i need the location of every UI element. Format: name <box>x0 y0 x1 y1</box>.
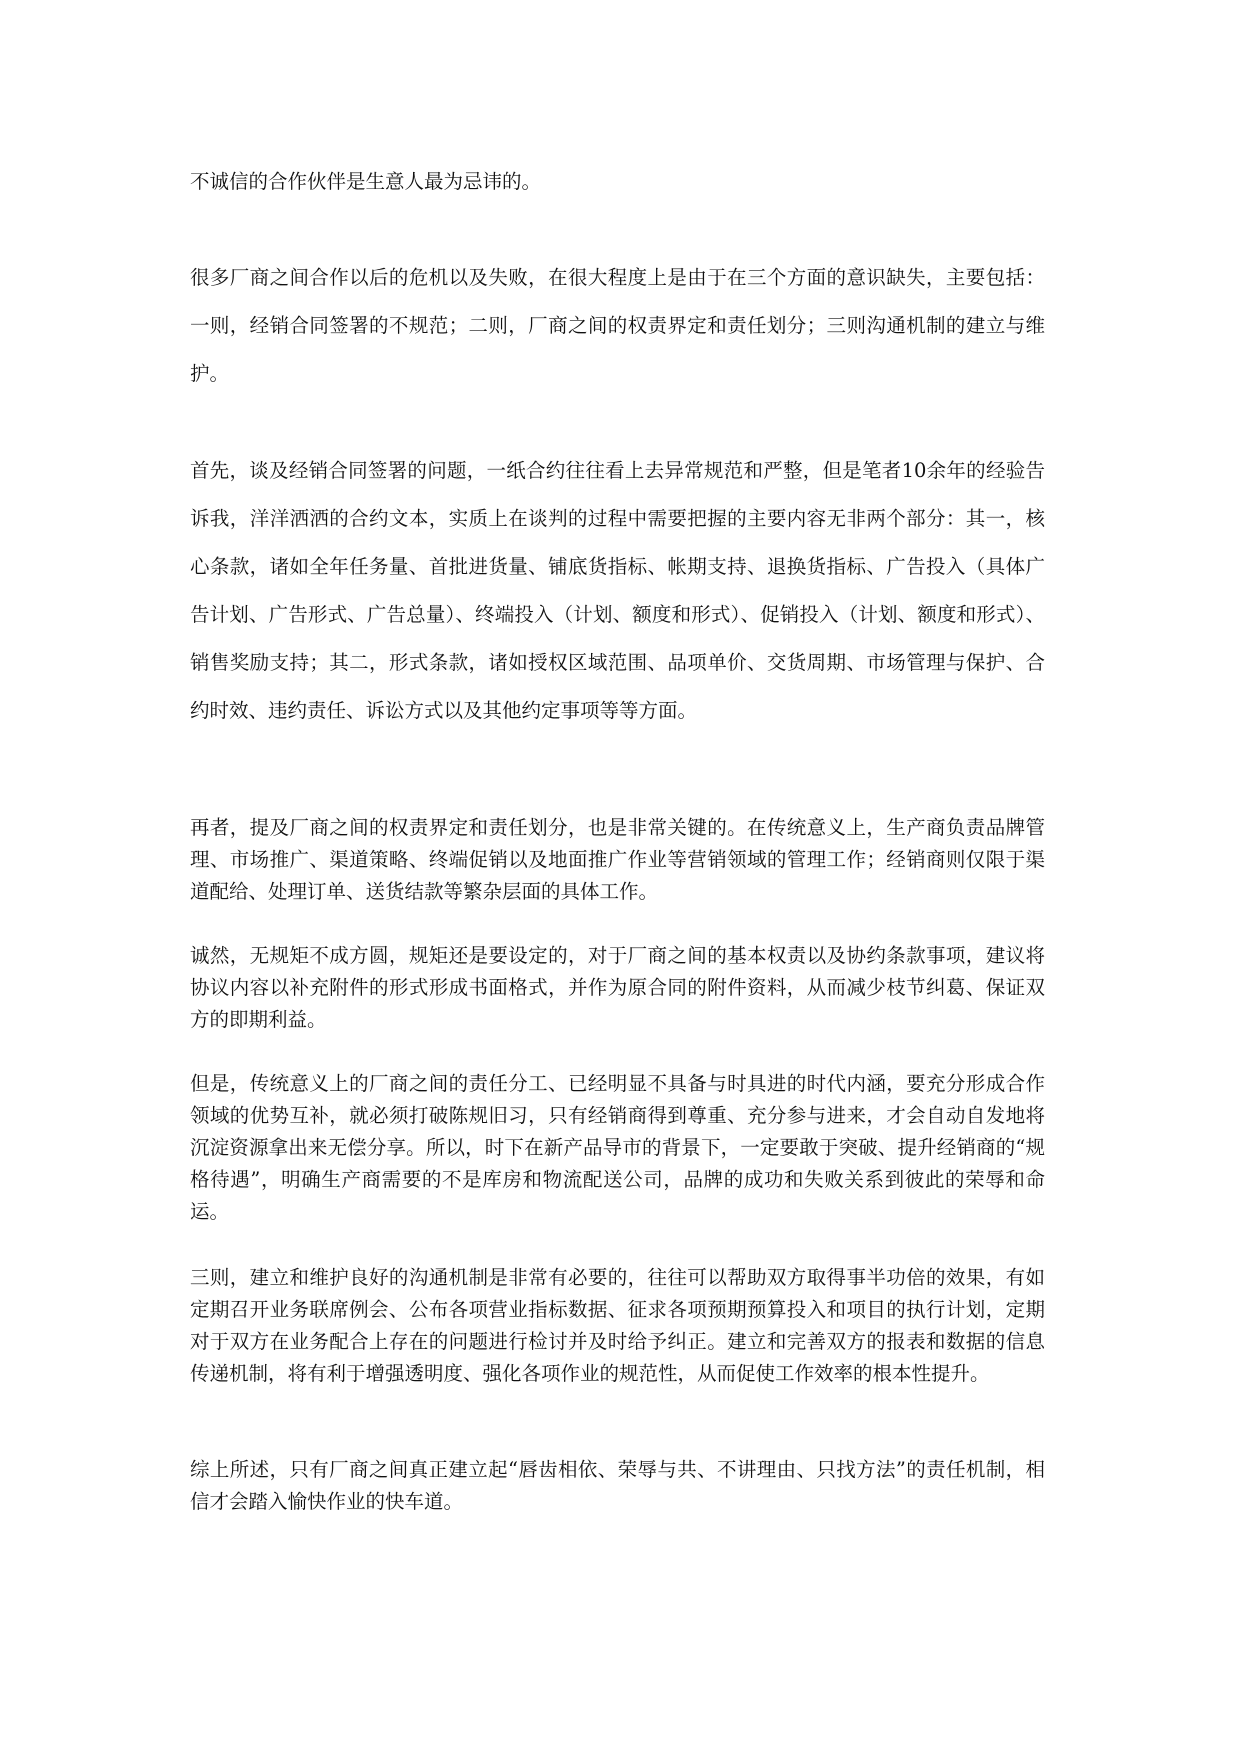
paragraph-2: 很多厂商之间合作以后的危机以及失败，在很大程度上是由于在三个方面的意识缺失，主要包括：一则，经销合同签署的不规范；二则，厂商之间的权责界定和责任划分；三则沟通机制的建立与维护。 <box>190 266 1045 385</box>
paragraph-8: 综上所述，只有厂商之间真正建立起“唇齿相依、荣辱与共、不讲理由、只找方法”的责任机制，相信才会踏入愉快作业的快车道。 <box>190 1458 1045 1513</box>
paragraph-5: 诚然，无规矩不成方圆，规矩还是要设定的，对于厂商之间的基本权责以及协约条款事项，建议将协议内容以补充附件的形式形成书面格式，并作为原合同的附件资料，从而减少枝节纠葛、保证双方的即期利益。 <box>190 944 1045 1031</box>
paragraph-4: 再者，提及厂商之间的权责界定和责任划分，也是非常关键的。在传统意义上，生产商负责品牌管理、市场推广、渠道策略、终端促销以及地面推广作业等营销领域的管理工作；经销商则仅限于渠道配给、处理订单、送货结款等繁杂层面的具体工作。 <box>190 816 1045 903</box>
paragraph-7: 三则，建立和维护良好的沟通机制是非常有必要的，往往可以帮助双方取得事半功倍的效果，有如定期召开业务联席例会、公布各项营业指标数据、征求各项预期预算投入和项目的执行计划，定期对于双方在业务配合上存在的问题进行检讨并及时给予纠正。建立和完善双方的报表和数据的信息传递机制，将有利于增强透明度、强化各项作业的规范性，从而促使工作效率的根本性提升。 <box>190 1266 1045 1385</box>
paragraph-3: 首先，谈及经销合同签署的问题，一纸合约往往看上去异常规范和严整，但是笔者10余年的经验告诉我，洋洋洒洒的合约文本，实质上在谈判的过程中需要把握的主要内容无非两个部分：其一，核心条款，诸如全年任务量、首批进货量、铺底货指标、帐期支持、退换货指标、广告投入（具体广告计划、广告形式、广告总量）、终端投入（计划、额度和形式）、促销投入（计划、额度和形式）、销售奖励支持；其二，形式条款，诸如授权区域范围、品项单价、交货周期、市场管理与保护、合约时效、违约责任、诉讼方式以及其他约定事项等等方面。 <box>190 459 1045 722</box>
paragraph-1: 不诚信的合作伙伴是生意人最为忌讳的。 <box>190 170 542 193</box>
paragraph-6: 但是，传统意义上的厂商之间的责任分工、已经明显不具备与时具进的时代内涵，要充分形成合作领域的优势互补，就必须打破陈规旧习，只有经销商得到尊重、充分参与进来，才会自动自发地将沉淀资源拿出来无偿分享。所以，时下在新产品导市的背景下，一定要敢于突破、提升经销商的“规格待遇”，明确生产商需要的不是库房和物流配送公司，品牌的成功和失败关系到彼此的荣辱和命运。 <box>190 1072 1045 1223</box>
